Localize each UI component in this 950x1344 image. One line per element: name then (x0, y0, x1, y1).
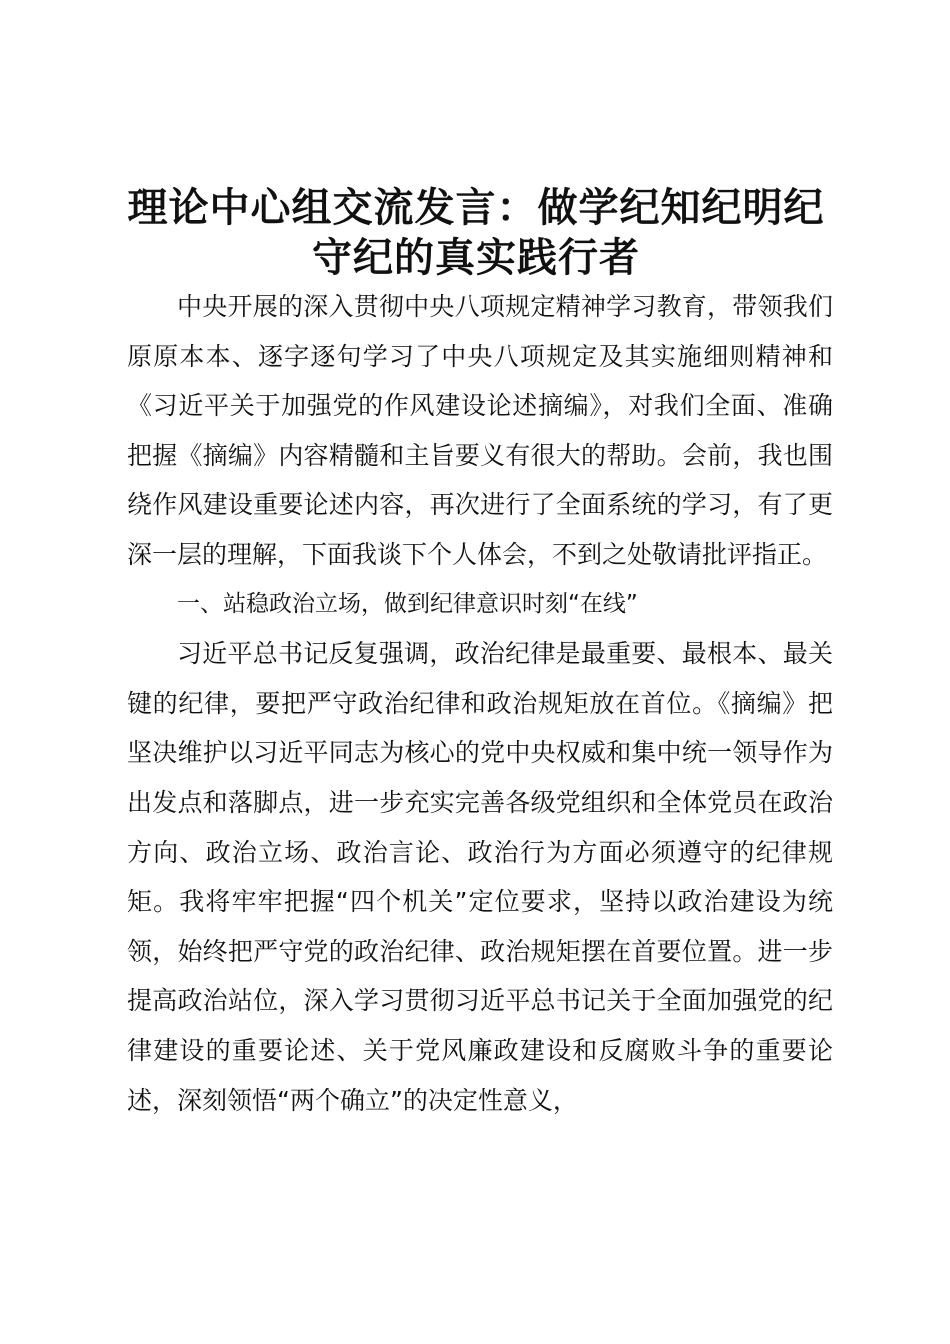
intro-paragraph: 中央开展的深入贯彻中央八项规定精神学习教育，带领我们原原本本、逐字逐句学习了中央八项规定及其实施细则精神和《习近平关于加强党的作风建设论述摘编》，对我们全面、准确把握《摘编》内容精髓和主旨要义有很大的帮助。会前，我也围绕作风建设重要论述内容，再次进行了全面系统的学习，有了更深一层的理解，下面我谈下个人体会，不到之处敬请批评指正。 (127, 292, 833, 569)
section-paragraph: 习近平总书记反复强调，政治纪律是最重要、最根本、最关键的纪律，要把严守政治纪律和政治规矩放在首位。《摘编》把坚决维护以习近平同志为核心的党中央权威和集中统一领导作为出发点和落脚点，进一步充实完善各级党组织和全体党员在政治方向、政治立场、政治言论、政治行为方面必须遵守的纪律规矩。我将牢牢把握“四个机关”定位要求，坚持以政治建设为统领，始终把严守党的政治纪律、政治规矩摆在首要位置。进一步提高政治站位，深入学习贯彻习近平总书记关于全面加强党的纪律建设的重要论述、关于党风廉政建设和反腐败斗争的重要论述，深刻领悟“两个确立”的决定性意义， (127, 639, 833, 1115)
title-line-1: 理论中心组交流发言：做学纪知纪明纪 (127, 185, 825, 231)
document-title (120, 183, 832, 283)
title-line-2: 守纪的真实践行者 (312, 235, 640, 281)
document-body (127, 282, 833, 1125)
section-heading: 一、站稳政治立场，做到纪律意识时刻“在线” (177, 590, 638, 617)
